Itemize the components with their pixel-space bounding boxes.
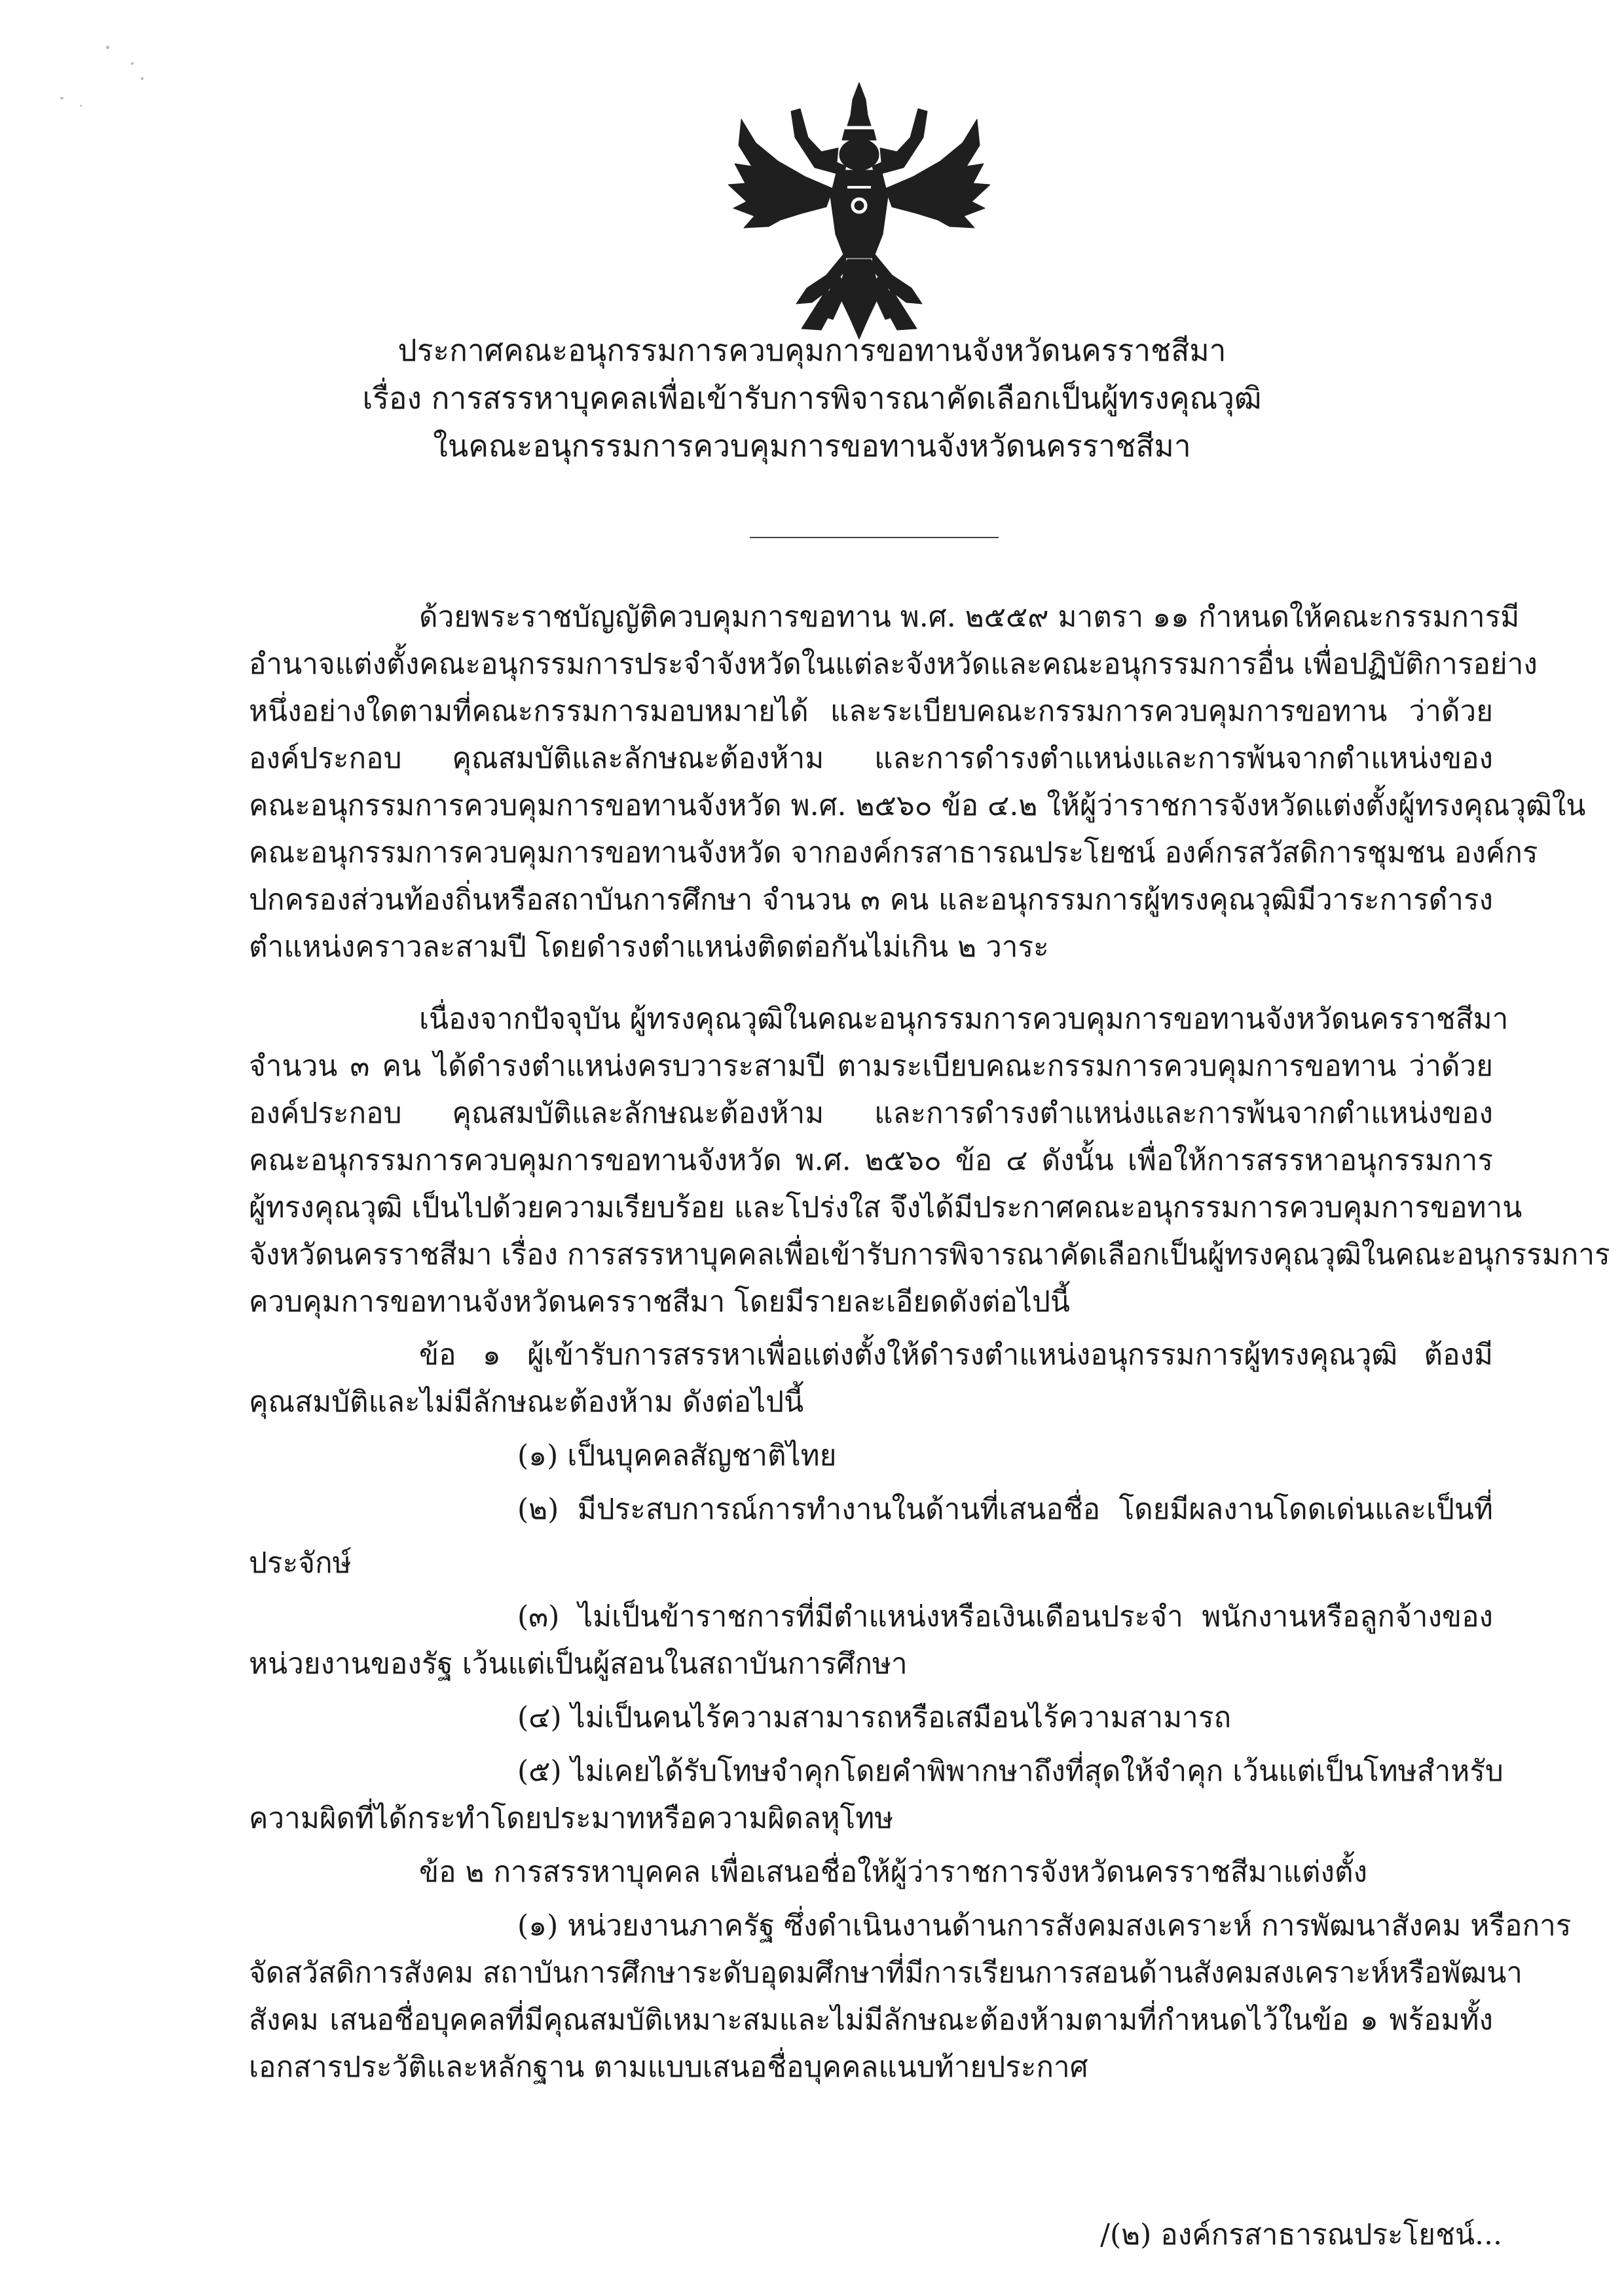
body-line: หน่วยงานของรัฐ เว้นแต่เป็นผู้สอนในสถาบันการศึกษา [249, 1647, 908, 1681]
body-line: ผู้ทรงคุณวุฒิ เป็นไปด้วยความเรียบร้อย และโปร่งใส จึงได้มีประกาศคณะอนุกรรมการควบคุมการขอทาน [249, 1191, 1522, 1224]
body-line: ปกครองส่วนท้องถิ่นหรือสถาบันการศึกษา จำนวน ๓ คน และอนุกรรมการผู้ทรงคุณวุฒิมีวาระการดำรง [249, 883, 1493, 917]
announcement-title: ประกาศคณะอนุกรรมการควบคุมการขอทานจังหวัดนครราชสีมา [397, 333, 1227, 368]
body-line: ประจักษ์ [249, 1546, 352, 1580]
announcement-committee: ในคณะอนุกรรมการควบคุมการขอทานจังหวัดนครราชสีมา [433, 428, 1191, 464]
body-line: ความผิดที่ได้กระทำโดยประมาทหรือความผิดลหุโทษ [249, 1802, 894, 1835]
body-line: ด้วยพระราชบัญญัติควบคุมการขอทาน พ.ศ. ๒๕๕๙ มาตรา ๑๑ กำหนดให้คณะกรรมการมี [419, 600, 1520, 634]
clause-1-item-3: (๓) ไม่เป็นข้าราชการที่มีตำแหน่งหรือเงินเดือนประจำ พนักงานหรือลูกจ้างของ [517, 1600, 1493, 1633]
body-line: หนึ่งอย่างใดตามที่คณะกรรมการมอบหมายได้ และระเบียบคณะกรรมการควบคุมการขอทาน ว่าด้วย [249, 695, 1493, 728]
body-line: คุณสมบัติและไม่มีลักษณะต้องห้าม ดังต่อไปนี้ [249, 1385, 804, 1419]
continuation-note: /(๒) องค์กรสาธารณประโยชน์... [1100, 2218, 1502, 2251]
clause-1-item-1: (๑) เป็นบุคคลสัญชาติไทย [517, 1439, 837, 1472]
body-line: จัดสวัสดิการสังคม สถาบันการศึกษาระดับอุดมศึกษาที่มีการเรียนการสอนด้านสังคมสงเคราะห์หรือพัฒนา [249, 1956, 1523, 1990]
announcement-subject: เรื่อง การสรรหาบุคคลเพื่อเข้ารับการพิจารณาคัดเลือกเป็นผู้ทรงคุณวุฒิ [362, 380, 1262, 416]
body-line: จำนวน ๓ คน ได้ดำรงตำแหน่งครบวาระสามปี ตามระเบียบคณะกรรมการควบคุมการขอทาน ว่าด้วย [249, 1049, 1493, 1083]
body-line: จังหวัดนครราชสีมา เรื่อง การสรรหาบุคคลเพื่อเข้ารับการพิจารณาคัดเลือกเป็นผู้ทรงคุณวุฒิในคณะอนุกรรมการ [249, 1238, 1610, 1271]
scan-speck [60, 97, 64, 100]
body-line: ควบคุมการขอทานจังหวัดนครราชสีมา โดยมีรายละเอียดดังต่อไปนี้ [249, 1285, 1070, 1319]
garuda-emblem-icon [728, 77, 990, 342]
clause-2-item-1: (๑) หน่วยงานภาครัฐ ซึ่งดำเนินงานด้านการสังคมสงเคราะห์ การพัฒนาสังคม หรือการ [517, 1909, 1572, 1942]
body-line: คณะอนุกรรมการควบคุมการขอทานจังหวัด พ.ศ. ๒๕๖๐ ข้อ ๔.๒ ให้ผู้ว่าราชการจังหวัดแต่งตั้งผู้ทรงคุณวุฒิใน [249, 789, 1586, 822]
body-line: เนื่องจากปัจจุบัน ผู้ทรงคุณวุฒิในคณะอนุกรรมการควบคุมการขอทานจังหวัดนครราชสีมา [419, 1002, 1509, 1036]
body-line: คณะอนุกรรมการควบคุมการขอทานจังหวัด จากองค์กรสาธารณประโยชน์ องค์กรสวัสดิการชุมชน องค์กร [249, 836, 1538, 869]
scan-speck [106, 46, 109, 49]
body-line: เอกสารประวัติและหลักฐาน ตามแบบเสนอชื่อบุคคลแนบท้ายประกาศ [249, 2050, 1088, 2084]
clause-1-item-5: (๕) ไม่เคยได้รับโทษจำคุกโดยคำพิพากษาถึงที่สุดให้จำคุก เว้นแต่เป็นโทษสำหรับ [517, 1755, 1504, 1788]
body-line: องค์ประกอบ คุณสมบัติและลักษณะต้องห้าม และการดำรงตำแหน่งและการพ้นจากตำแหน่งของ [249, 742, 1493, 775]
scan-speck [141, 77, 143, 80]
title-divider [750, 537, 999, 538]
clause-1-heading: ข้อ ๑ ผู้เข้ารับการสรรหาเพื่อแต่งตั้งให้ดำรงตำแหน่งอนุกรรมการผู้ทรงคุณวุฒิ ต้องมี [419, 1338, 1493, 1372]
clause-1-item-4: (๔) ไม่เป็นคนไร้ความสามารถหรือเสมือนไร้ความสามารถ [517, 1701, 1232, 1734]
clause-2-heading: ข้อ ๒ การสรรหาบุคคล เพื่อเสนอชื่อให้ผู้ว่าราชการจังหวัดนครราชสีมาแต่งตั้ง [419, 1855, 1368, 1889]
body-line: สังคม เสนอชื่อบุคคลที่มีคุณสมบัติเหมาะสมและไม่มีลักษณะต้องห้ามตามที่กำหนดไว้ในข้อ ๑ พร้อมทั้ง [249, 2003, 1493, 2037]
body-line: อำนาจแต่งตั้งคณะอนุกรรมการประจำจังหวัดในแต่ละจังหวัดและคณะอนุกรรมการอื่น เพื่อปฏิบัติการอย่าง [249, 647, 1538, 681]
scan-speck [131, 62, 134, 65]
body-line: คณะอนุกรรมการควบคุมการขอทานจังหวัด พ.ศ. ๒๕๖๐ ข้อ ๔ ดังนั้น เพื่อให้การสรรหาอนุกรรมการ [249, 1144, 1493, 1177]
clause-1-item-2: (๒) มีประสบการณ์การทำงานในด้านที่เสนอชื่อ โดยมีผลงานโดดเด่นและเป็นที่ [517, 1493, 1493, 1526]
scan-speck [80, 105, 82, 107]
body-line: องค์ประกอบ คุณสมบัติและลักษณะต้องห้าม และการดำรงตำแหน่งและการพ้นจากตำแหน่งของ [249, 1097, 1493, 1130]
body-line: ตำแหน่งคราวละสามปี โดยดำรงตำแหน่งติดต่อกันไม่เกิน ๒ วาระ [249, 930, 1049, 964]
